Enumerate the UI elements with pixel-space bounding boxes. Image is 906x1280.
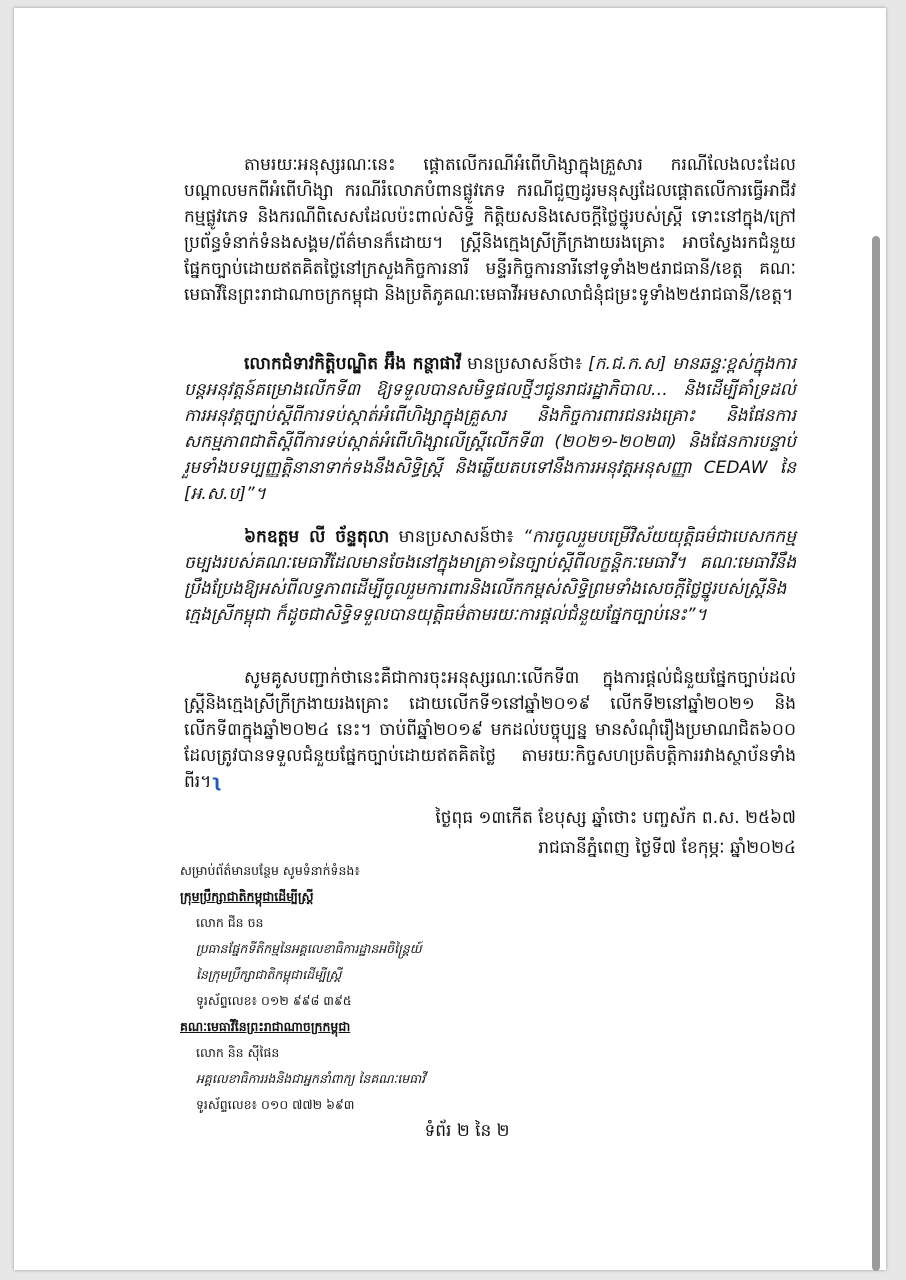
speaker-1-verb: មានប្រសាសន៍ថា៖ bbox=[467, 354, 583, 374]
contact-org-1-title-2: នៃក្រុមប្រឹក្សាជាតិកម្ពុជាដើម្បីស្ត្រី bbox=[196, 967, 342, 982]
contact-org-1-name: ក្រុមប្រឹក្សាជាតិកម្ពុជាដើម្បីស្ត្រី bbox=[180, 889, 314, 904]
page-number: ទំព័រ ២ នៃ ២ bbox=[424, 1121, 510, 1141]
speaker-1-quote: [ក.ជ.ក.ស] មានឆន្ទៈខ្ពស់ក្នុងការបន្តអនុវត្តន៍គម្រោងលើកទី៣ ឱ្យទទួលបានសមិទ្ធផលថ្មីៗជូនរាជរដ្ឋាភិបាល… និងដើម្បីគាំទ្រដល់ការអនុវត្តច្បាប់ស្តីពីការទប់ស្កាត់អំពើហិង្សាក្នុងគ្រួសារ និងកិច្ចការពារជនរងគ្រោះ និងផែនការសកម្មភាពជាតិស្តីពីការទប់ស្កាត់អំពើហិង្សាលើស្ត្រីលើកទី៣ (២០២១-២០២៣) និងផែនការបន្ទាប់រួមទាំងបទប្បញ្ញត្តិនានាទាក់ទងនឹងសិទ្ធិស្ត្រី និងឆ្លើយតបទៅនឹងការអនុវត្តអនុសញ្ញា CEDAW នៃ [អ.ស.ប]”។ bbox=[184, 354, 796, 504]
speaker-1-name: លោកជំទាវកិត្តិបណ្ឌិត អ៊ឹង កន្ថាផាវី bbox=[244, 354, 462, 374]
paragraph-4-text: សូមគូសបញ្ជាក់ថានេះគឺជាការចុះអនុស្សរណៈលើកទី៣ ក្នុងការផ្តល់ជំនួយផ្នែកច្បាប់ដល់ស្ត្រីនិងក្មេងស្រីក្រីក្រងាយរងគ្រោះ ដោយលើកទី១នៅឆ្នាំ២០១៩ លើកទី២នៅឆ្នាំ២០២១ និងលើកទី៣ក្នុងឆ្នាំ២០២៤ នេះ។ ចាប់ពីឆ្នាំ២០១៩ មកដល់បច្ចុប្បន្ន មានសំណុំរឿងប្រមាណជិត៦០០ ដែលត្រូវបានទទួលជំនួយផ្នែកច្បាប់ដោយឥតគិតថ្លៃ តាមរយៈកិច្ចសហប្រតិបត្តិការរវាងស្ថាប័នទាំងពីរ។ bbox=[184, 668, 796, 792]
document-page bbox=[14, 8, 886, 1270]
speaker-2-name: ៦កឧត្តម លី ច័ន្ទតុលា bbox=[244, 527, 390, 547]
speaker-2-quote: “ការចូលរួមបម្រើវិស័យយុត្តិធម៌ជាបេសកកម្មចម្បងរបស់គណៈមេធាវីដែលមានចែងនៅក្នុងមាត្រា១នៃច្បាប់ស្តីពីលក្ខន្តិកៈមេធាវី។ គណៈមេធាវីនឹងប្រឹងប្រែងឱ្យអស់ពីលទ្ធភាពដើម្បីចូលរួមការពារនិងលើកកម្ពស់សិទ្ធិព្រមទាំងសេចក្តីថ្លៃថ្នូរបស់ស្ត្រីនិងក្មេងស្រីកម្ពុជា ក៏ដូចជាសិទ្ធិទទួលបានយុត្តិធម៌តាមរយៈការផ្តល់ជំនួយផ្នែកច្បាប់នេះ”។ bbox=[184, 527, 797, 625]
contact-org-2-person: លោក និន ស៊ីផៃន bbox=[196, 1045, 280, 1060]
paragraph-speaker-1 bbox=[184, 351, 796, 507]
contact-intro: សម្រាប់ព័ត៌មានបន្ថែម សូមទំនាក់ទំនង៖ bbox=[180, 863, 360, 878]
contact-block bbox=[180, 858, 510, 1118]
contact-org-2-title: អគ្គលេខាធិការរងនិងជាអ្នកនាំពាក្យ នៃគណៈមេធាវី bbox=[196, 1071, 426, 1086]
end-mark: ʅ bbox=[211, 772, 222, 792]
contact-org-2-name: គណៈមេធាវីនៃព្រះរាជាណាចក្រកម្ពុជា bbox=[180, 1019, 351, 1034]
contact-org-1-person: លោក ជីន ចន bbox=[196, 915, 264, 930]
paragraph-speaker-2 bbox=[184, 524, 796, 628]
paragraph-background bbox=[184, 665, 796, 795]
solar-date: រាជធានីភ្នំពេញ ថ្ងៃទី៧ ខែកុម្ភៈ ឆ្នាំ២០២៤ bbox=[538, 838, 796, 858]
paragraph-1-text: តាមរយៈអនុស្សរណៈនេះ ផ្តោតលើករណីអំពើហិង្សាក្នុងគ្រួសារ ករណីលែងលះដែលបណ្តាលមកពីអំពើហិង្សា ករណីរំលោភបំពានផ្លូវភេទ ករណីជួញដូរមនុស្សដែលផ្តោតលើការធ្វើអាជីវកម្មផ្លូវភេទ និងករណីពិសេសដែលប៉ះពាល់សិទ្ធិ កិត្តិយសនិងសេចក្តីថ្លៃថ្នូរបស់ស្ត្រី ទោះនៅក្នុង/ក្រៅប្រព័ន្ធទំនាក់ទំនងសង្គម/ព័ត៌មានក៏ដោយ។ ស្ត្រីនិងក្មេងស្រីក្រីក្រងាយរងគ្រោះ អាចស្វែងរកជំនួយផ្នែកច្បាប់ដោយឥតគិតថ្លៃនៅក្រសួងកិច្ចការនារី មន្ទីរកិច្ចការនារីនៅទូទាំង២៥រាជធានី/ខេត្ត គណៈមេធាវីនៃព្រះរាជាណាចក្រកម្ពុជា និងប្រតិភូគណៈមេធាវីអមសាលាជំនុំជម្រះទូទាំង២៥រាជធានី/ខេត្ត។ bbox=[184, 155, 796, 305]
speaker-2-verb: មានប្រសាសន៍ថា៖ bbox=[398, 527, 514, 547]
lunar-date: ថ្ងៃពុធ ១៣កើត ខែបុស្ស ឆ្នាំថោះ បញ្ចស័ក ព.ស. ២៥៦៧ bbox=[435, 808, 796, 828]
vertical-scrollbar[interactable] bbox=[872, 236, 880, 1271]
contact-org-1-title-1: ប្រធានផ្នែកទីតិកម្មនៃអគ្គលេខាធិការដ្ឋានអចិន្ត្រៃយ៍ bbox=[196, 941, 422, 956]
contact-org-2-phone: ទូរស័ព្ទលេខ៖ ០១០ ៧៧២ ៦៩៣ bbox=[196, 1097, 355, 1112]
contact-org-1-phone: ទូរស័ព្ទលេខ៖ ០១២ ៩៩៨ ៣៩៥ bbox=[196, 993, 352, 1008]
paragraph-memorandum-scope bbox=[184, 152, 796, 308]
